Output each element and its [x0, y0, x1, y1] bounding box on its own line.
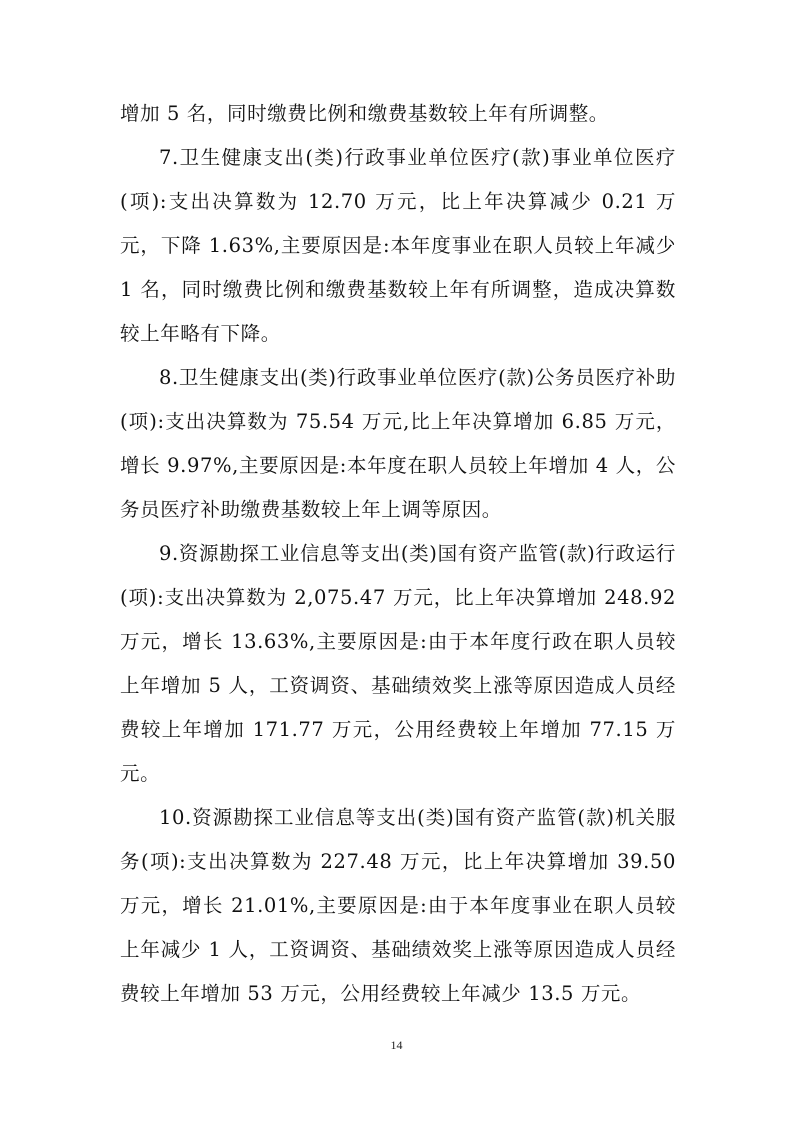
paragraph-item-8: 8.卫生健康支出(类)行政事业单位医疗(款)公务员医疗补助(项):支出决算数为 75.54 万元,比上年决算增加 6.85 万元，增长 9.97%,主要原因是:本年度在职人员较上年增加 4 人，公务员医疗补助缴费基数较上年上调等原因。 — [120, 366, 676, 521]
paragraph-continuation: 增加 5 名，同时缴费比例和缴费基数较上年有所调整。 — [120, 102, 609, 125]
paragraph-item-9: 9.资源勘探工业信息等支出(类)国有资产监管(款)行政运行(项):支出决算数为 2,075.47 万元，比上年决算增加 248.92 万元，增长 13.63%,主要原因是:由于本年度行政在职人员较上年增加 5 人，工资调资、基础绩效奖上涨等原因造成人员经费较上年增加 171.77 万元，公用经费较上年增加 77.15 万元。 — [120, 542, 676, 785]
page-number: 14 — [390, 1038, 403, 1052]
paragraph-item-7: 7.卫生健康支出(类)行政事业单位医疗(款)事业单位医疗(项):支出决算数为 12.70 万元，比上年决算减少 0.21 万元，下降 1.63%,主要原因是:本年度事业在职人员较上年减少 1 名，同时缴费比例和缴费基数较上年有所调整，造成决算数较上年略有下降。 — [120, 146, 676, 345]
paragraph-item-10: 10.资源勘探工业信息等支出(类)国有资产监管(款)机关服务(项):支出决算数为 227.48 万元，比上年决算增加 39.50 万元，增长 21.01%,主要原因是:由于本年度事业在职人员较上年减少 1 人，工资调资、基础绩效奖上涨等原因造成人员经费较上年增加 53 万元，公用经费较上年减少 13.5 万元。 — [120, 806, 676, 1005]
body-text — [120, 92, 676, 1016]
